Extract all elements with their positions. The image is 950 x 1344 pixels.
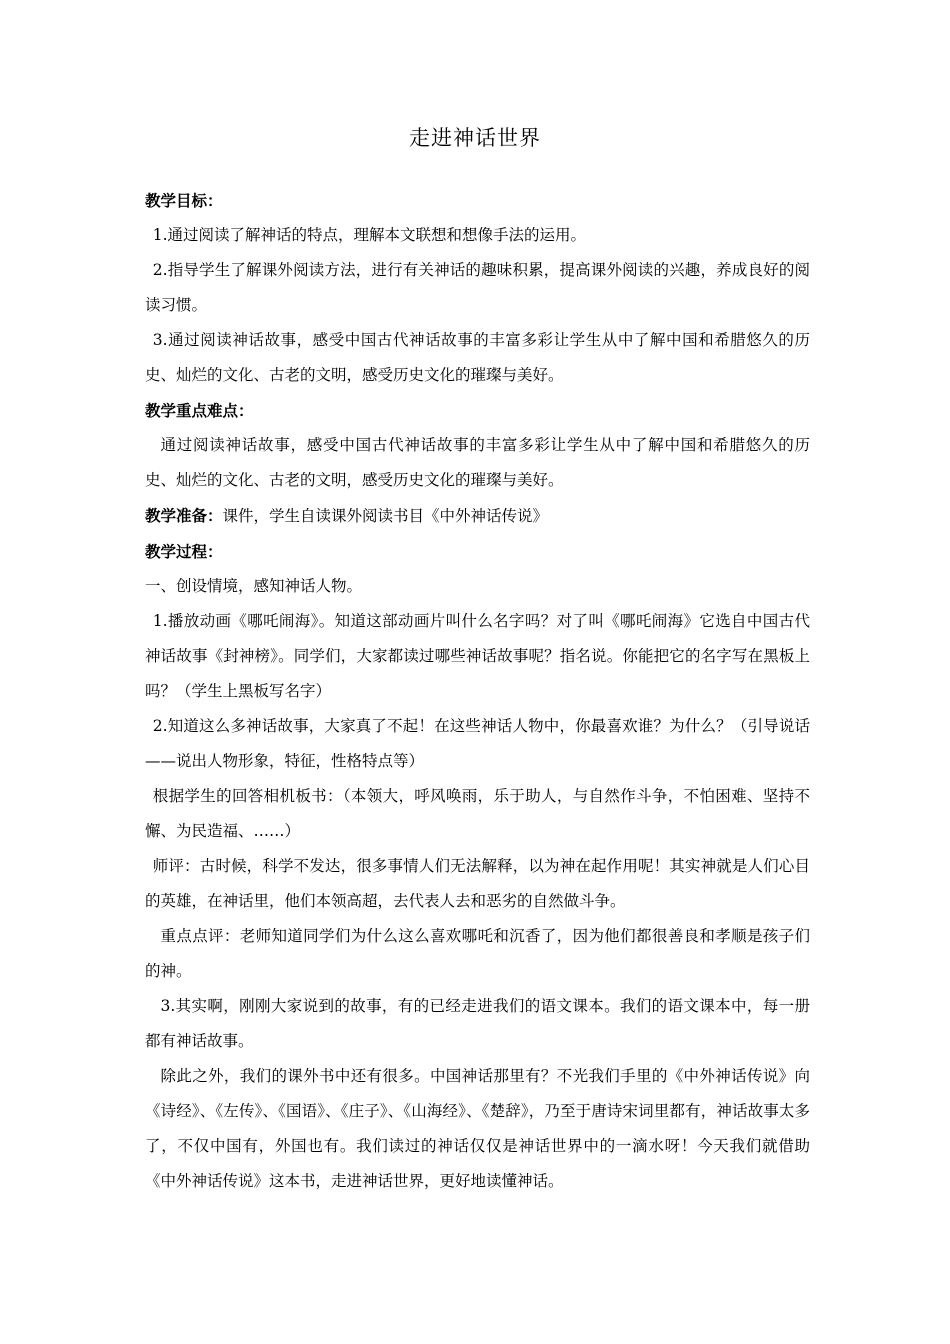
keypoints-heading: 教学重点难点： — [145, 401, 254, 420]
process-paragraph: 2.知道这么多神话故事，大家真了不起！在这些神话人物中，你最喜欢谁？为什么？（引导说话——说出人物形象，特征，性格特点等） — [145, 717, 810, 770]
process-paragraph: 师评：古时候，科学不发达，很多事情人们无法解释，以为神在起作用呢！其实神就是人们心目的英雄，在神话里，他们本领高超，去代表人去和恶劣的自然做斗争。 — [145, 857, 810, 910]
objective-item: 3.通过阅读神话故事，感受中国古代神话故事的丰富多彩让学生从中了解中国和希腊悠久的历史、灿烂的文化、古老的文明，感受历史文化的璀璨与美好。 — [145, 331, 810, 384]
process-heading: 教学过程： — [145, 542, 223, 561]
prep-heading: 教学准备： — [145, 506, 223, 525]
process-paragraph: 3.其实啊，刚刚大家说到的故事，有的已经走进我们的语文课本。我们的语文课本中，每一册都有神话故事。 — [145, 997, 810, 1050]
document-title: 走进神话世界 — [409, 126, 541, 150]
prep-paragraph — [145, 498, 810, 534]
process-paragraph: 1.播放动画《哪吒闹海》。知道这部动画片叫什么名字吗？对了叫《哪吒闹海》它选自中国古代神话故事《封神榜》。同学们，大家都读过哪些神话故事呢？指名说。你能把它的名字写在黑板上吗？（学生上黑板写名字） — [145, 612, 810, 700]
process-paragraph: 根据学生的回答相机板书：（本领大，呼风唤雨，乐于助人，与自然作斗争，不怕困难、坚持不懈、为民造福、……） — [145, 787, 810, 840]
document-body — [145, 183, 810, 1199]
process-section-title: 一、创设情境，感知神话人物。 — [145, 577, 363, 595]
objectives-heading: 教学目标： — [145, 191, 223, 210]
process-paragraph: 除此之外，我们的课外书中还有很多。中国神话那里有？不光我们手里的《中外神话传说》向《诗经》、《左传》、《国语》、《庄子》、《山海经》、《楚辞》，乃至于唐诗宋词里都有，神话故事太多了，不仅中国有，外国也有。我们读过的神话仅仅是神话世界中的一滴水呀！今天我们就借助《中外神话传说》这本书，走进神话世界，更好地读懂神话。 — [145, 1067, 810, 1190]
prep-text: 课件，学生自读课外阅读书目《中外神话传说》 — [222, 507, 549, 525]
objective-item: 2.指导学生了解课外阅读方法，进行有关神话的趣味积累，提高课外阅读的兴趣，养成良好的阅读习惯。 — [145, 261, 810, 314]
objective-item: 1.通过阅读了解神话的特点，理解本文联想和想像手法的运用。 — [152, 226, 587, 244]
process-paragraph: 重点点评：老师知道同学们为什么这么喜欢哪吒和沉香了，因为他们都很善良和孝顺是孩子们的神。 — [145, 927, 810, 980]
keypoints-paragraph: 通过阅读神话故事，感受中国古代神话故事的丰富多彩让学生从中了解中国和希腊悠久的历史、灿烂的文化、古老的文明，感受历史文化的璀璨与美好。 — [145, 436, 810, 489]
